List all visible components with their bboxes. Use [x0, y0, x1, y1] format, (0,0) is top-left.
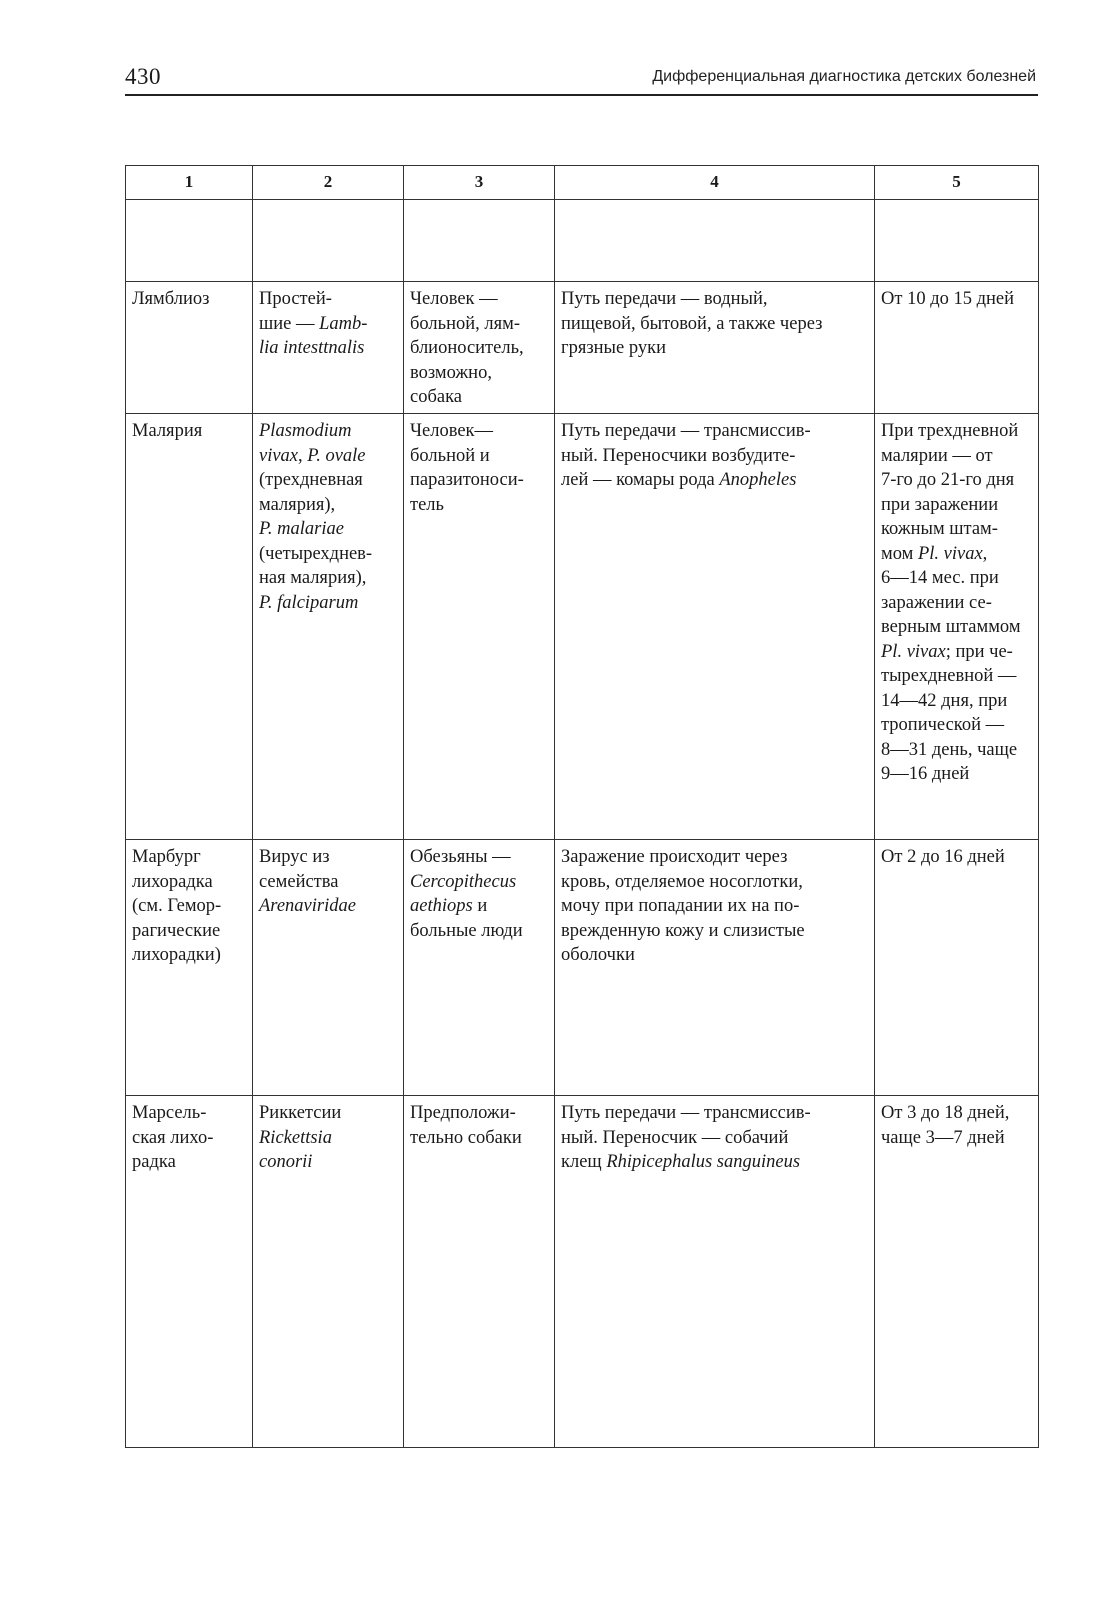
cell-line: врежденную кожу и слизистые	[561, 920, 805, 941]
table-row	[126, 282, 1039, 414]
column-header-1: 1	[126, 166, 253, 200]
cell-line: conorii	[259, 1152, 313, 1172]
empty-cell	[875, 200, 1039, 282]
cell-line: Plasmodium	[259, 421, 352, 441]
cell-line: Pl. vivax; при че-	[881, 641, 1013, 662]
cell-line: vivax, P. ovale	[259, 445, 366, 466]
source-cell	[404, 1096, 555, 1448]
transmission-cell	[555, 1096, 875, 1448]
source-cell	[404, 282, 555, 414]
incubation-cell	[875, 1096, 1039, 1448]
column-header-3: 3	[404, 166, 555, 200]
cell-line: кожным штам-	[881, 519, 998, 539]
cell-line: Лямблиоз	[132, 289, 210, 309]
cell-line: Rickettsia	[259, 1127, 332, 1148]
cell-line: Вирус из	[259, 847, 330, 867]
cell-line: клещ Rhipicephalus sanguineus	[561, 1152, 801, 1172]
cell-line: лей — комары рода Anopheles	[561, 470, 797, 490]
transmission-cell	[555, 414, 875, 840]
cell-line: семейства	[259, 871, 339, 892]
running-title: Дифференциальная диагностика детских болезней	[652, 68, 1036, 85]
cell-line: радка	[132, 1152, 176, 1172]
cell-line: Arenaviridae	[259, 896, 356, 916]
cell-line: Человек—	[410, 421, 494, 441]
incubation-cell	[875, 840, 1039, 1096]
cell-line: P. falciparum	[259, 592, 359, 613]
cell-line: больные люди	[410, 920, 523, 941]
cell-line: aethiops и	[410, 896, 488, 916]
empty-cell	[253, 200, 404, 282]
cell-line: Путь передачи — трансмиссив-	[561, 1103, 811, 1123]
column-header-2: 2	[253, 166, 404, 200]
cell-line: кровь, отделяемое носоглотки,	[561, 871, 803, 892]
agent-cell	[253, 414, 404, 840]
page-number: 430	[125, 64, 161, 89]
incubation-cell	[875, 282, 1039, 414]
source-cell	[404, 840, 555, 1096]
transmission-cell	[555, 840, 875, 1096]
cell-line: возможно,	[410, 362, 492, 383]
cell-line: От 3 до 18 дней,	[881, 1103, 1010, 1123]
cell-line: ный. Переносчик — собачий	[561, 1127, 789, 1148]
agent-cell	[253, 1096, 404, 1448]
cell-line: При трехдневной	[881, 421, 1019, 441]
cell-line: мочу при попадании их на по-	[561, 896, 800, 916]
empty-cell	[555, 200, 875, 282]
cell-line: 7-го до 21-го дня	[881, 470, 1015, 490]
cell-line: От 10 до 15 дней	[881, 289, 1015, 309]
cell-line: шие — Lamb-	[259, 313, 368, 334]
cell-line: (см. Гемор-	[132, 896, 222, 916]
cell-line: оболочки	[561, 945, 635, 965]
cell-line: чаще 3—7 дней	[881, 1127, 1005, 1148]
table-row	[126, 1096, 1039, 1448]
table-empty-row	[126, 200, 1039, 282]
cell-line: тырехдневной —	[881, 666, 1017, 686]
cell-line: Предположи-	[410, 1103, 516, 1123]
cell-line: 8—31 день, чаще	[881, 739, 1018, 760]
cell-line: Марбург	[132, 847, 201, 867]
cell-line: ная малярия),	[259, 568, 367, 588]
cell-line: при заражении	[881, 494, 999, 515]
cell-line: ный. Переносчики возбудите-	[561, 445, 796, 466]
cell-line: (трехдневная	[259, 470, 363, 490]
cell-line: заражении се-	[881, 592, 992, 613]
cell-line: Путь передачи — водный,	[561, 289, 768, 309]
cell-line: Марсель-	[132, 1103, 207, 1123]
cell-line: 14—42 дня, при	[881, 690, 1008, 711]
cell-line: 6—14 мес. при	[881, 568, 999, 588]
cell-line: 9—16 дней	[881, 764, 970, 784]
cell-line: блионоситель,	[410, 338, 524, 358]
cell-line: P. malariae	[259, 519, 344, 539]
cell-line: больной и	[410, 445, 490, 466]
cell-line: верным штаммом	[881, 617, 1021, 637]
cell-line: тель	[410, 494, 444, 515]
cell-line: лихорадки)	[132, 945, 221, 965]
cell-line: ская лихо-	[132, 1127, 214, 1148]
source-cell	[404, 414, 555, 840]
infection-table	[125, 165, 1039, 1448]
cell-line: собака	[410, 387, 463, 407]
cell-line: малярии — от	[881, 445, 993, 466]
table-row	[126, 840, 1039, 1096]
cell-line: Малярия	[132, 421, 203, 441]
cell-line: Путь передачи — трансмиссив-	[561, 421, 811, 441]
cell-line: больной, лям-	[410, 313, 520, 334]
cell-line: тельно собаки	[410, 1127, 522, 1148]
cell-line: мом Pl. vivax,	[881, 543, 988, 564]
cell-line: Простей-	[259, 289, 332, 309]
disease-cell	[126, 414, 253, 840]
cell-line: Обезьяны —	[410, 847, 511, 867]
cell-line: рагические	[132, 920, 221, 941]
cell-line: грязные руки	[561, 338, 666, 358]
cell-line: Заражение происходит через	[561, 847, 788, 867]
column-header-5: 5	[875, 166, 1039, 200]
disease-cell	[126, 1096, 253, 1448]
page-header	[125, 62, 1038, 96]
cell-line: Риккетсии	[259, 1103, 342, 1123]
cell-line: лихорадка	[132, 871, 213, 892]
cell-line: паразитоноси-	[410, 470, 524, 490]
disease-cell	[126, 282, 253, 414]
empty-cell	[404, 200, 555, 282]
table-row	[126, 414, 1039, 840]
transmission-cell	[555, 282, 875, 414]
cell-line: lia intesttnalis	[259, 338, 365, 358]
cell-line: (четырехднев-	[259, 543, 373, 564]
empty-cell	[126, 200, 253, 282]
cell-line: Человек —	[410, 289, 498, 309]
cell-line: тропической —	[881, 715, 1005, 735]
agent-cell	[253, 840, 404, 1096]
cell-line: Cercopithecus	[410, 871, 517, 892]
disease-cell	[126, 840, 253, 1096]
table-header-row	[126, 166, 1039, 200]
incubation-cell	[875, 414, 1039, 840]
column-header-4: 4	[555, 166, 875, 200]
cell-line: От 2 до 16 дней	[881, 847, 1005, 867]
agent-cell	[253, 282, 404, 414]
cell-line: малярия),	[259, 494, 336, 515]
cell-line: пищевой, бытовой, а также через	[561, 313, 823, 334]
